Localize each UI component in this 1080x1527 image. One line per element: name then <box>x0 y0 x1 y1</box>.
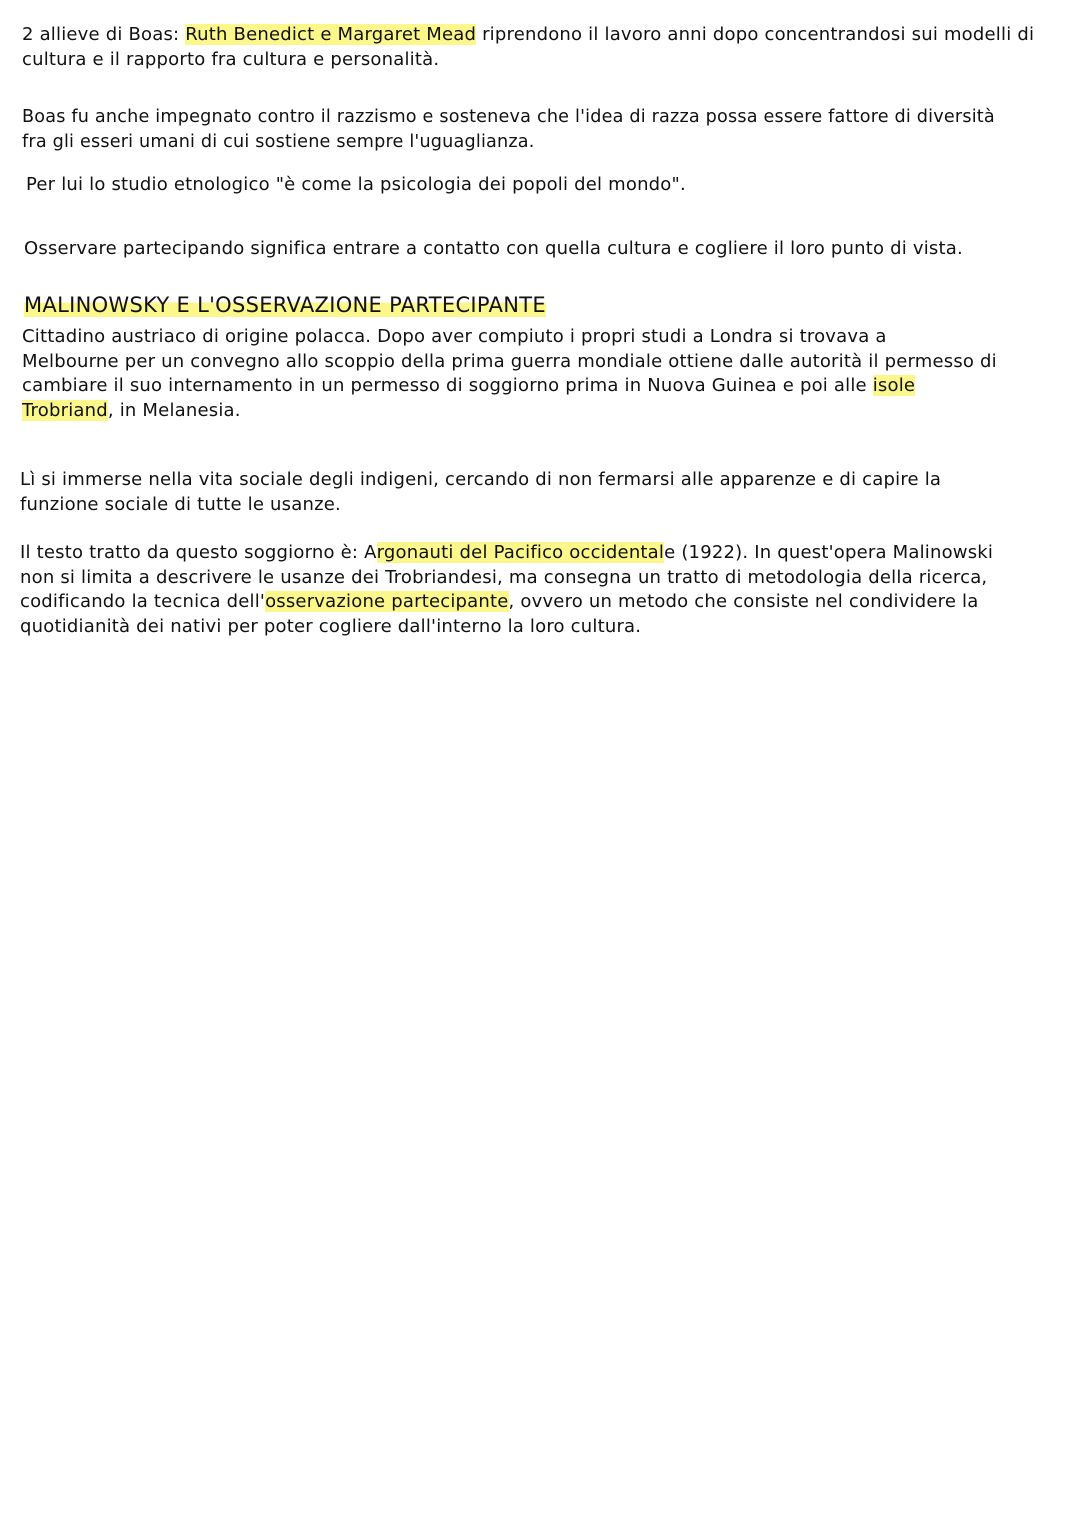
text-line: Cittadino austriaco di origine polacca. Dopo aver compiuto i propri studi a Londra si trovava a <box>22 326 887 347</box>
text-line: non si limita a descrivere le usanze dei Trobriandesi, ma consegna un tratto di metodologia della ricerca, <box>20 566 988 588</box>
text-line: fra gli esseri umani di cui sostiene sempre l'uguaglianza. <box>22 131 535 152</box>
paragraph-social-life <box>20 468 1070 517</box>
paragraph-malinowski-bio <box>22 325 1072 423</box>
highlighted-text: rgonauti del Pacifico occidental <box>376 542 665 563</box>
text-line: Melbourne per un convegno allo scoppio della prima guerra mondiale ottiene dalle autorità il permesso di <box>22 350 997 372</box>
text-span: , ovvero un metodo che consiste nel condividere la <box>508 591 979 612</box>
text-line: cultura e il rapporto fra cultura e personalità. <box>22 48 440 70</box>
text-span: , in Melanesia. <box>107 399 241 421</box>
paragraph-ethnology-quote <box>26 173 1066 198</box>
text-line <box>22 23 1072 48</box>
text-span: 2 allieve di Boas: <box>22 24 186 45</box>
text-span: codificando la tecnica dell' <box>20 591 266 612</box>
text-span: cambiare il suo internamento in un permesso di soggiorno prima in Nuova Guinea e poi alle <box>22 375 873 396</box>
highlighted-text: isole <box>872 375 916 396</box>
text-span: riprendono il lavoro anni dopo concentrandosi sui modelli di <box>476 24 1035 45</box>
text-line <box>22 374 1072 399</box>
text-line <box>22 399 1072 424</box>
text-line <box>20 541 1070 566</box>
section-heading <box>24 292 546 318</box>
paragraph-boas-students <box>22 23 1072 72</box>
paragraph-participant-observation <box>24 237 1064 262</box>
heading-text: MALINOWSKY E L'OSSERVAZIONE PARTECIPANTE <box>24 293 546 317</box>
text-line <box>20 590 1070 615</box>
text-span: e (1922). In quest'opera Malinowski <box>664 542 994 563</box>
text-span: Il testo tratto da questo soggiorno è: A <box>20 542 377 563</box>
highlighted-text: osservazione partecipante <box>265 591 509 612</box>
text-line: funzione sociale di tutte le usanze. <box>20 493 341 515</box>
text-line: Per lui lo studio etnologico "è come la psicologia dei popoli del mondo". <box>26 174 686 195</box>
highlighted-text: Ruth Benedict e Margaret Mead <box>185 24 477 45</box>
text-line: Boas fu anche impegnato contro il razzismo e sosteneva che l'idea di razza possa essere fattore di diversità <box>22 107 995 127</box>
text-line: quotidianità dei nativi per poter cogliere dall'interno la loro cultura. <box>20 615 642 637</box>
text-line: Osservare partecipando significa entrare a contatto con quella cultura e cogliere il loro punto di vista. <box>24 238 963 259</box>
highlighted-text: Trobriand <box>22 399 108 421</box>
paragraph-boas-racism <box>22 105 1074 154</box>
text-line: Lì si immerse nella vita sociale degli indigeni, cercando di non fermarsi alle apparenze e di capire la <box>20 469 942 490</box>
paragraph-argonauts <box>20 541 1070 639</box>
